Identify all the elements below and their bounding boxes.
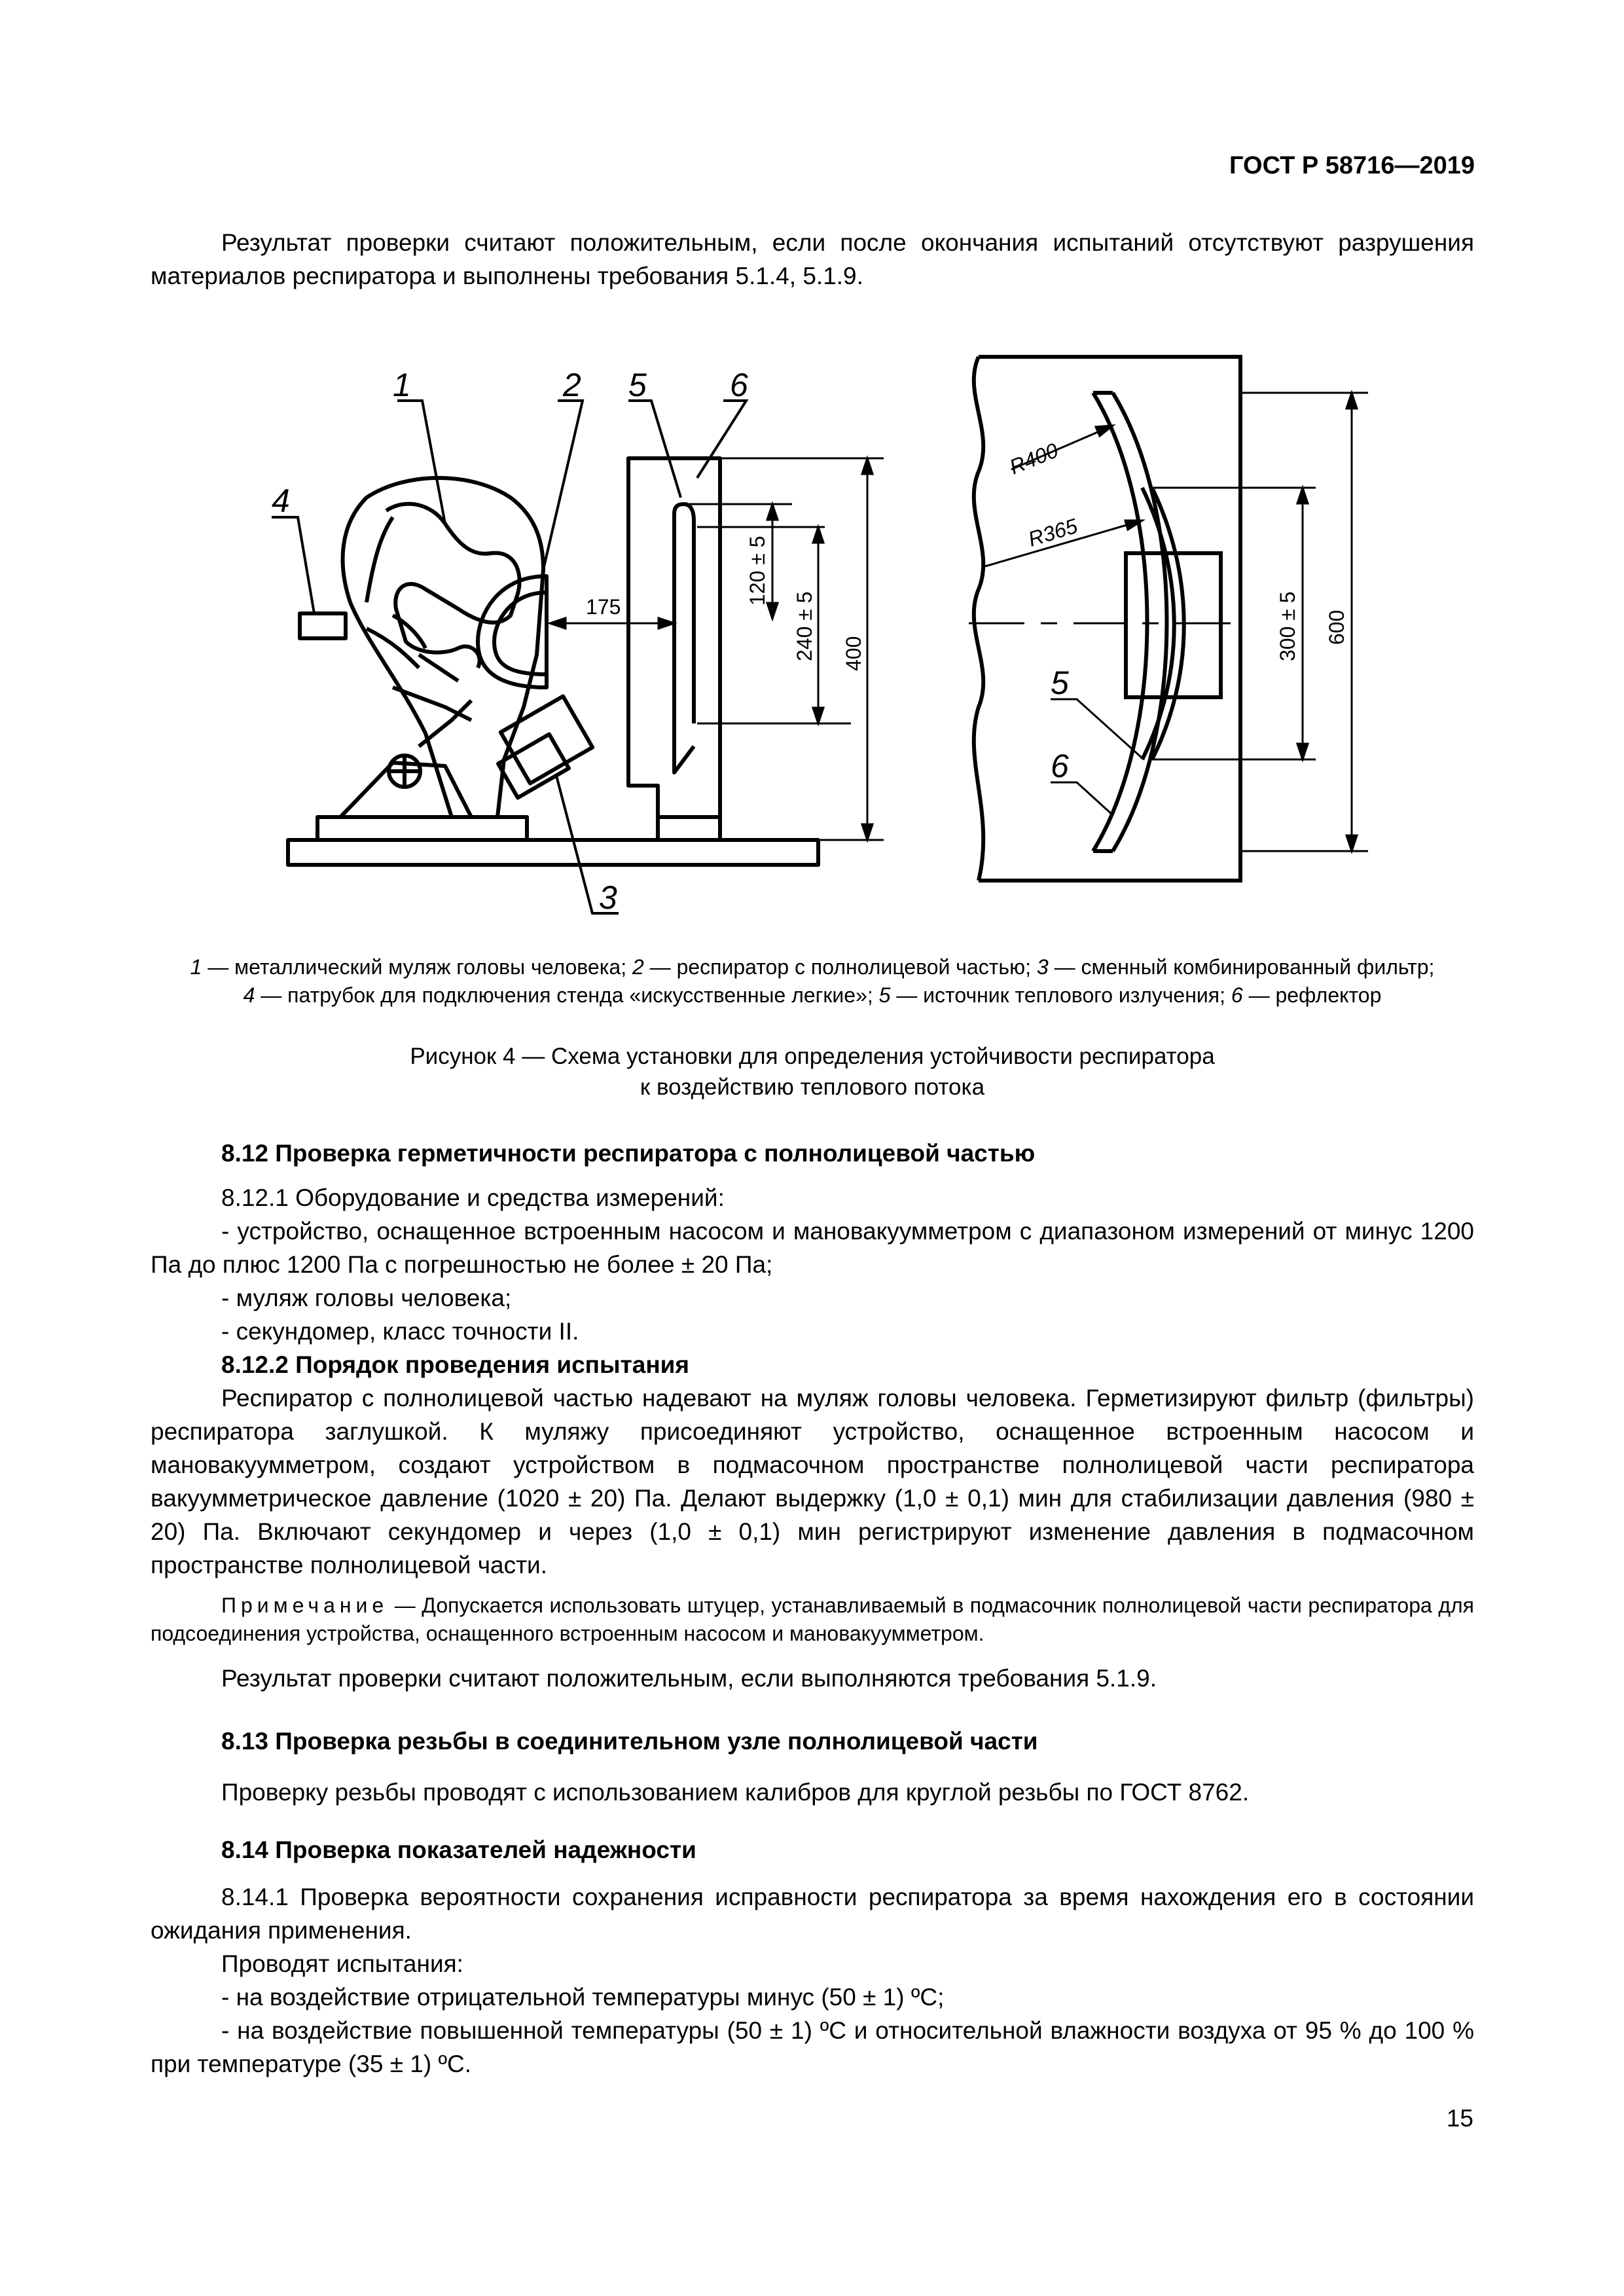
figure-caption: Рисунок 4 — Схема установки для определения устойчивости респиратора к воздействию теплового потока xyxy=(410,1044,1215,1100)
intro-paragraph: Результат проверки считают положительным, если после окончания испытаний отсутствуют разрушения материалов респиратора и выполнены требования 5.1.4, 5.1.9. xyxy=(151,229,1474,289)
label-2: 2 xyxy=(563,367,581,403)
label-1: 1 xyxy=(393,367,411,403)
label-5-right: 5 xyxy=(1051,665,1069,701)
legend-line-2: 4 — патрубок для подключения стенда «искусственные легкие»; 5 — источник теплового излучения; 6 — рефлектор xyxy=(243,983,1382,1007)
document-id: ГОСТ Р 58716—2019 xyxy=(1229,152,1475,179)
heat-source-element-2 xyxy=(674,514,694,773)
p-8-12-1: 8.12.1 Оборудование и средства измерений: xyxy=(221,1184,725,1211)
connector-pipe xyxy=(300,613,346,638)
note-label: Примечание xyxy=(221,1594,389,1617)
heat-source-element xyxy=(674,504,694,723)
p-8-14-1: 8.14.1 Проверка вероятности сохранения исправности респиратора за время нахождения его в состоянии ожидания применения. xyxy=(151,1884,1474,1944)
figure-legend xyxy=(151,953,1474,1010)
leader-5 xyxy=(628,401,681,498)
note: Примечание — Допускается использовать штуцер, устанавливаемый в подмасочник полнолицевой части респиратора для подсоединения устройства, оснащенного встроенным насосом и мановакуумметром. xyxy=(151,1594,1474,1645)
dim-300: 300 ± 5 xyxy=(1276,591,1299,661)
bullet-device: - устройство, оснащенное встроенным насосом и мановакуумметром с диапазоном измерений от минус 1200 Па до плюс 1200 Па с погрешностью не более ± 20 Па; xyxy=(151,1218,1474,1278)
label-6: 6 xyxy=(730,367,748,403)
figure-4-diagram xyxy=(0,0,1624,982)
dim-600: 600 xyxy=(1325,610,1348,645)
filter xyxy=(501,697,592,784)
section-8-14-heading: 8.14 Проверка показателей надежности xyxy=(221,1836,696,1863)
right-frame xyxy=(979,357,1240,881)
dim-175: 175 xyxy=(586,595,621,619)
section-8-12-heading: 8.12 Проверка герметичности респиратора с полнолицевой частью xyxy=(221,1140,1036,1167)
p-8-13-text: Проверку резьбы проводят с использованием калибров для круглой резьбы по ГОСТ 8762. xyxy=(221,1779,1250,1806)
label-5: 5 xyxy=(628,367,647,403)
base-plate xyxy=(288,840,818,865)
bullet-high-temp: - на воздействие повышенной температуры (50 ± 1) ºС и относительной влажности воздуха от 95 % до 100 % при температуре (35 ± 1) ºС. xyxy=(151,2017,1474,2077)
page-number: 15 xyxy=(1446,2105,1473,2132)
r365-label: R365 xyxy=(1025,513,1081,551)
bullet-stopwatch: - секундомер, класс точности II. xyxy=(221,1318,579,1345)
leader-2 xyxy=(543,401,583,570)
head-stand-base xyxy=(317,817,527,840)
leader-6-right xyxy=(1051,782,1113,815)
label-4: 4 xyxy=(272,483,290,519)
label-6-right: 6 xyxy=(1051,748,1069,784)
section-8-13-heading: 8.13 Проверка резьбы в соединительном узле полнолицевой части xyxy=(221,1728,1038,1755)
bullet-negative-temp: - на воздействие отрицательной температуры минус (50 ± 1) ºС; xyxy=(221,1984,945,2011)
dim-240: 240 ± 5 xyxy=(793,591,816,661)
panel-foot xyxy=(658,817,720,840)
dim-120: 120 ± 5 xyxy=(746,536,769,606)
p-8-12-2-text: Респиратор с полнолицевой частью надевают на муляж головы человека. Герметизируют фильтр (фильтры) респиратора заглушкой. К муляжу присоединяют устройство, оснащенное встроенным насосом и мановакуумметром, создают устройством в подмасочном пространстве полнолицевой части респиратора вакуумметрическое давление (1020 ± 20) Па. Делают выдержку (1,0 ± 0,1) мин для стабилизации давления (980 ± 20) Па. Включают секундомер и через (1,0 ± 0,1) мин регистрируют изменение давления в подмасочном пространстве полнолицевой части. xyxy=(151,1385,1474,1578)
dim-400: 400 xyxy=(842,636,865,671)
reflector-outer xyxy=(1093,393,1147,851)
p-8-12-result: Результат проверки считают положительным, если выполняются требования 5.1.9. xyxy=(221,1665,1157,1692)
leader-4 xyxy=(272,517,314,613)
legend-line-1: 1 — металлический муляж головы человека; 2 — респиратор с полнолицевой частью; 3 — сменный комбинированный фильтр; xyxy=(190,955,1435,979)
section-8-12-2-heading: 8.12.2 Порядок проведения испытания xyxy=(221,1351,689,1378)
bullet-dummy: - муляж головы человека; xyxy=(221,1285,512,1311)
r400-label: R400 xyxy=(1006,438,1062,479)
label-3: 3 xyxy=(599,879,617,916)
break-line xyxy=(974,357,983,881)
p-8-14-tests: Проводят испытания: xyxy=(221,1950,463,1977)
reflector-mid xyxy=(1113,393,1167,851)
